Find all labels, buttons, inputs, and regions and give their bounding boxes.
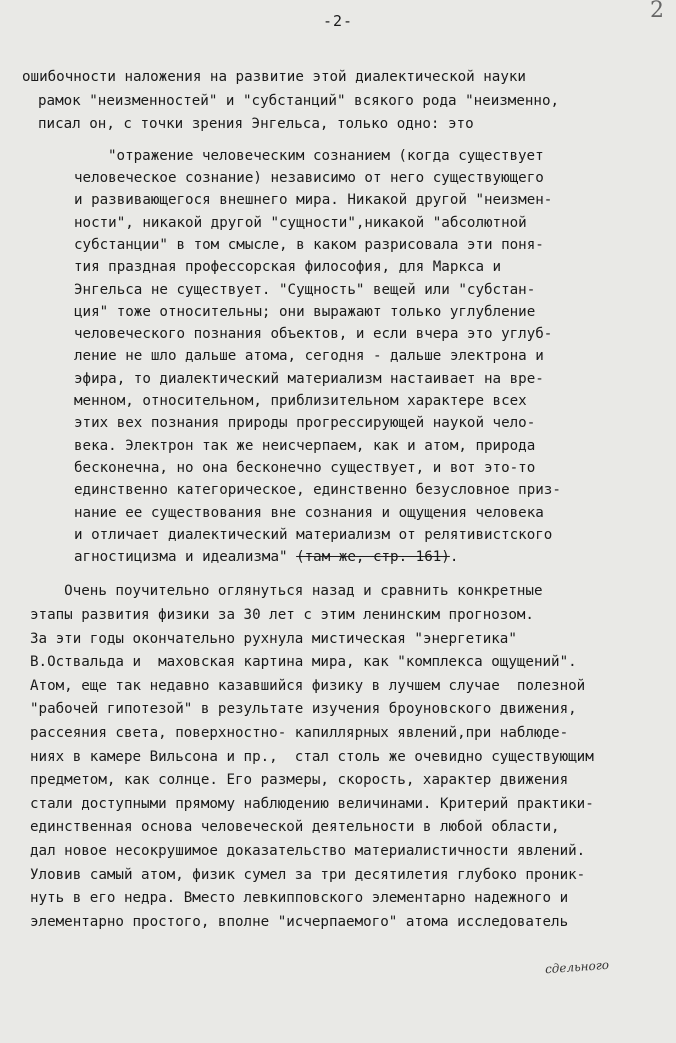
text-line: Очень поучительно оглянуться назад и сравнить конкретные xyxy=(30,583,543,600)
text-line: "рабочей гипотезой" в результате изучения броуновского движения, xyxy=(30,701,577,718)
quote-line: и отличает диалектический материализм от релятивистского xyxy=(74,526,553,543)
text-line: В.Оствальда и маховская картина мира, как "комплекса ощущений". xyxy=(30,654,577,671)
handwritten-insert: сдельного xyxy=(544,957,610,977)
quote-line: субстанции" в том смысле, в каком разрисовала эти поня- xyxy=(74,236,544,253)
quote-line: и развивающегося внешнего мира. Никакой другой "неизмен- xyxy=(74,192,553,209)
page-number: -2- xyxy=(322,12,354,30)
text-line: рамок "неизменностей" и "субстанций" всякого рода "неизменно, xyxy=(38,92,560,109)
quote-line: этих вех познания природы прогрессирующей наукой чело- xyxy=(74,415,536,432)
quote-line: нание ее существования вне сознания и ощущения человека xyxy=(74,504,544,521)
quote-line: единственно категорическое, единственно безусловное приз- xyxy=(74,482,561,499)
quote-line: ция" тоже относительны; они выражают только углубление xyxy=(74,303,536,320)
text-line: За эти годы окончательно рухнула мистическая "энергетика" xyxy=(30,630,517,647)
text-line: нуть в его недра. Вместо левкипповского элементарно надежного и xyxy=(30,890,569,907)
quote-line: ление не шло дальше атома, сегодня - дальше электрона и xyxy=(74,348,544,365)
quote-line: Энгельса не существует. "Сущность" вещей или "субстан- xyxy=(74,281,536,298)
struck-reference: (там же, стр. 161) xyxy=(296,549,450,566)
quote-line: менном, относительном, приблизительном характере всех xyxy=(74,393,527,410)
text-line: единственная основа человеческой деятельности в любой области, xyxy=(30,819,560,836)
quote-line: века. Электрон так же неисчерпаем, как и атом, природа xyxy=(74,437,536,454)
quote-line: ности", никакой другой "сущности",никакой "абсолютной xyxy=(74,214,527,231)
quote-line: человеческого познания объектов, и если вчера это углуб- xyxy=(74,326,553,343)
body-paragraph xyxy=(0,580,676,934)
text-line: ошибочности наложения на развитие этой диалектической науки xyxy=(22,69,526,85)
text-line: стали доступными прямому наблюдению величинами. Критерий практики- xyxy=(30,795,594,812)
quote-line: эфира, то диалектический материализм настаивает на вре- xyxy=(74,370,544,387)
text-line: предметом, как солнце. Его размеры, скорость, характер движения xyxy=(30,772,569,789)
quote-end: . xyxy=(449,549,459,566)
quote-line: бесконечна, но она бесконечно существует, и вот это-то xyxy=(74,459,536,476)
document-text xyxy=(0,66,676,934)
intro-paragraph xyxy=(0,66,676,137)
text-line: Атом, еще так недавно казавшийся физику в лучшем случае полезной xyxy=(30,677,586,694)
quote-line: человеческое сознание) независимо от него существующего xyxy=(74,170,544,187)
text-line: писал он, с точки зрения Энгельса, только одно: это xyxy=(38,116,474,133)
quote-line: "отражение человеческим сознанием (когда существует xyxy=(108,147,544,164)
lenin-quote xyxy=(0,145,676,569)
text-line: дал новое несокрушимое доказательство материалистичности явлений. xyxy=(30,842,586,859)
text-line: рассеяния света, поверхностно- капиллярных явлений,при наблюде- xyxy=(30,724,569,741)
quote-last-line xyxy=(74,546,676,568)
text-line: этапы развития физики за 30 лет с этим ленинским прогнозом. xyxy=(30,607,534,624)
text-line: ниях в камере Вильсона и пр., стал столь же очевидно существующим xyxy=(30,748,594,765)
quote-line-text: агностицизма и идеализма" xyxy=(74,549,288,566)
text-line: Уловив самый атом, физик сумел за три десятилетия глубоко проник- xyxy=(30,866,586,883)
corner-page-mark: 2 xyxy=(650,0,664,23)
text-line: элементарно простого, вполне "исчерпаемого" атома исследователь xyxy=(30,913,569,930)
quote-line: тия праздная профессорская философия, для Маркса и xyxy=(74,259,502,276)
